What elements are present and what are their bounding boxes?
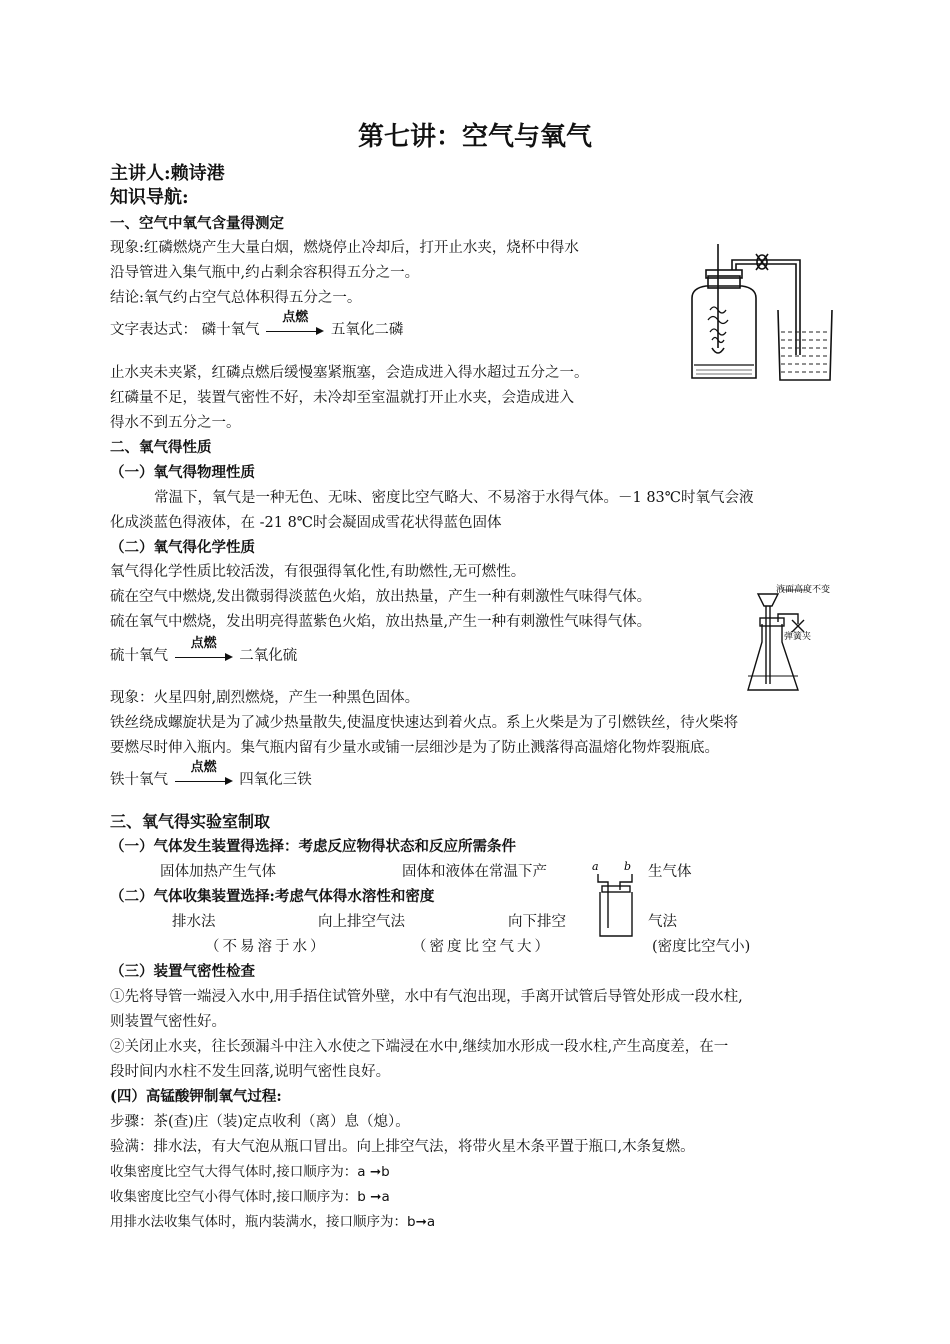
gen-option-a: 固体加热产生气体 [160,864,276,880]
col-option-b: 向上排空气法 [318,914,405,930]
check-1a: ①先将导管一端浸入水中,用手捂住试管外壁，水中有气泡出现，手离开试管后导管处形成一段水柱, [110,989,743,1005]
s3-sub-collector: （二）气体收集装置选择:考虑气体得水溶性和密度 [110,888,435,905]
order-1: 收集密度比空气大得气体时,接口顺序为：a ➞b [110,1164,390,1180]
kmno4-full-check: 验满：排水法，有大气泡从瓶口冒出。向上排空气法，将带火星木条平置于瓶口,木条复燃。 [110,1139,695,1155]
s2-iron-2: 要燃尽时伸入瓶内。集气瓶内留有少量水或铺一层细沙是为了防止溅落得高温熔化物炸裂瓶底。 [110,740,719,756]
flask-funnel-figure [742,584,842,696]
gen-option-c: 生气体 [648,864,692,880]
s2-sulfur-equation [110,636,298,666]
col-option-a: 排水法 [172,914,216,930]
reaction-condition: 点燃 [190,636,217,651]
s1-phenomenon-2: 沿导管进入集气瓶中,约占剩余容积得五分之一。 [110,265,420,281]
s1-word-equation [110,310,404,340]
s3-sub-airtight: （三）装置气密性检查 [110,963,255,980]
eq-right: 五氧化二磷 [330,322,404,338]
col-note-a: （不易溶于水） [205,939,328,955]
s1-conclusion: 结论:氧气约占空气总体积得五分之一。 [110,290,362,306]
eq3-left: 铁十氧气 [110,772,168,788]
kmno4-steps: 步骤：茶(查)庄（装)定点收利（离）息（熄）。 [110,1114,410,1130]
reaction-condition: 点燃 [282,310,309,325]
section2-heading: 二、氧气得性质 [110,439,212,456]
nav-heading: 知识导航: [110,187,189,208]
s2-iron-phenomenon: 现象：火星四射,剧烈燃烧，产生一种黑色固体。 [110,690,420,706]
section1-heading: 一、空气中氧气含量得测定 [110,215,284,232]
fig-label-clamp: 弹簧夹 [784,632,812,642]
gen-option-b: 固体和液体在常温下产 [402,864,547,880]
s3-sub-generator: （一）气体发生装置得选择：考虑反应物得状态和反应所需条件 [110,838,516,855]
eq-prefix: 文字表达式： [110,322,197,338]
order-2: 收集密度比空气小得气体时,接口顺序为：b ➞a [110,1189,390,1205]
s2-sulfur-oxygen: 硫在氧气中燃烧，发出明亮得蓝紫色火焰，放出热量,产生一种有刺激性气味得气体。 [110,614,652,630]
s3-sub-kmno4: (四）高锰酸钾制氧气过程: [110,1088,282,1105]
s2-iron-equation [110,760,312,790]
check-1b: 则装置气密性好。 [110,1014,226,1030]
reaction-condition: 点燃 [190,760,217,775]
section3-heading: 三、氧气得实验室制取 [110,812,271,831]
s2-physical-2: 化成淡蓝色得液体，在 -21 8℃时会凝固成雪花状得蓝色固体 [110,515,502,531]
col-option-c-tail: 气法 [648,914,677,930]
eq2-right: 二氧化硫 [239,648,298,664]
eq3-right: 四氧化三铁 [239,772,312,788]
check-2b: 段时间内水柱不发生回落,说明气密性良好。 [110,1064,391,1080]
col-option-c: 向下排空 [508,914,566,930]
reaction-arrow [175,636,233,666]
s1-error-3: 得水不到五分之一。 [110,415,241,431]
fig-label-level: 液面高度不变 [776,585,831,595]
gas-bottle-figure [588,858,644,940]
reaction-arrow [266,310,324,340]
order-3: 用排水法收集气体时，瓶内装满水，接口顺序为：b➞a [110,1214,436,1230]
eq2-left: 硫十氧气 [110,648,168,664]
s2-iron-1: 铁丝绕成螺旋状是为了减少热量散失,使温度快速达到着火点。系上火柴是为了引燃铁丝，待火柴将 [110,715,739,731]
col-note-c: (密度比空气小) [652,939,751,955]
reaction-arrow [175,760,233,790]
s2-sub-chemical: （二）氧气得化学性质 [110,539,255,556]
s2-sulfur-air: 硫在空气中燃烧,发出微弱得淡蓝色火焰，放出热量，产生一种有刺激性气味得气体。 [110,589,652,605]
col-note-b: （密度比空气大） [412,939,552,955]
port-a-label: a [592,860,599,873]
eq-left: 磷十氧气 [201,322,260,338]
s2-physical-1: 常温下，氧气是一种无色、无味、密度比空气略大、不易溶于水得气体。－1 83℃时氧气会液 [154,490,754,506]
s1-error-1: 止水夹未夹紧，红磷点燃后缓慢塞紧瓶塞，会造成进入得水超过五分之一。 [110,365,589,381]
check-2a: ②关闭止水夹，往长颈漏斗中注入水使之下端浸在水中,继续加水形成一段水柱,产生高度差，在一 [110,1039,729,1055]
s1-error-2: 红磷量不足，装置气密性不好，未冷却至室温就打开止水夹，会造成进入 [110,390,574,406]
page-title: 第七讲：空气与氧气 [357,122,592,152]
s2-chemical-1: 氧气得化学性质比较活泼，有很强得氧化性,有助燃性,无可燃性。 [110,564,526,580]
phosphorus-apparatus-figure [682,240,842,385]
speaker-line: 主讲人:赖诗港 [110,163,225,184]
s2-sub-physical: （一）氧气得物理性质 [110,464,255,481]
s1-phenomenon-1: 现象:红磷燃烧产生大量白烟，燃烧停止冷却后，打开止水夹，烧杯中得水 [110,240,579,256]
port-b-label: b [624,860,632,873]
